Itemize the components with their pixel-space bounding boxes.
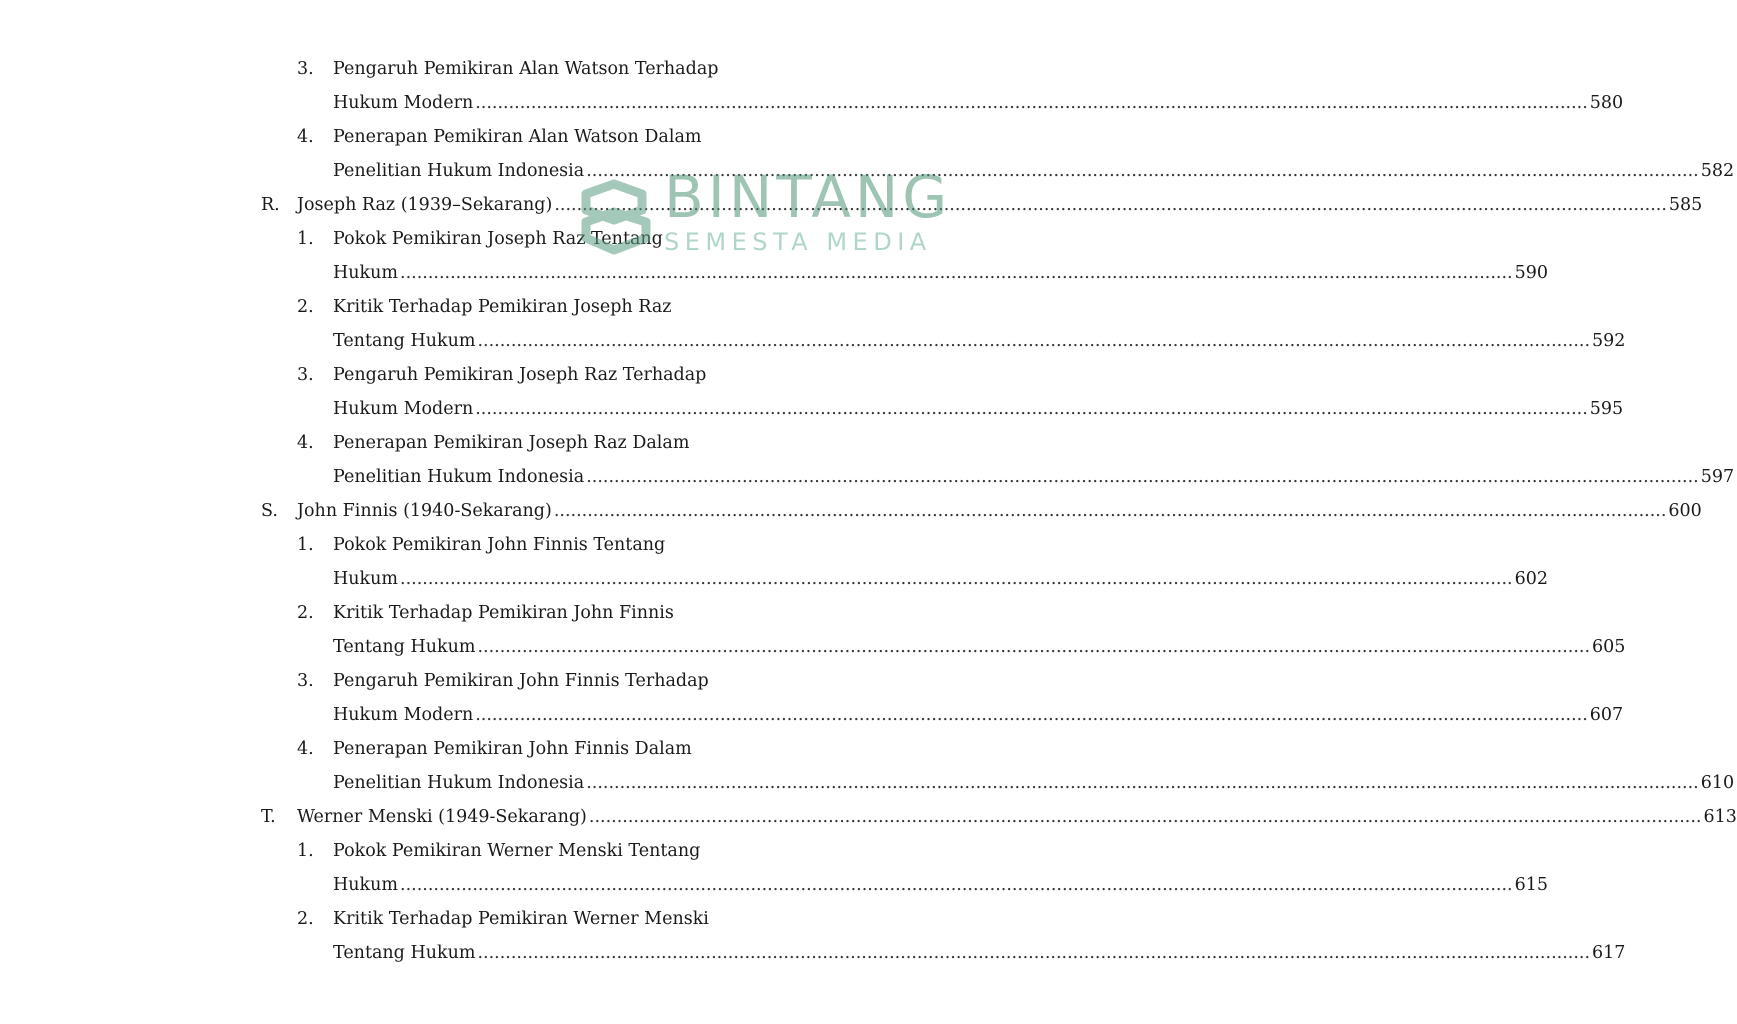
toc-page-number: 602 <box>1514 569 1548 589</box>
toc-entry-title: Penelitian Hukum Indonesia <box>333 467 585 487</box>
toc-item-line <box>0 565 1548 593</box>
toc-entry-marker: 1. <box>297 535 314 555</box>
toc-page-number: 597 <box>1700 467 1735 487</box>
toc-entry-marker: S. <box>261 501 278 521</box>
dot-leader: ........................................................................................................................................................................................................ <box>475 705 1588 725</box>
toc-page-number: 582 <box>1700 161 1735 181</box>
toc-page-number: 607 <box>1589 705 1624 725</box>
toc-entry-title: Tentang Hukum <box>333 331 476 351</box>
toc-entry-marker: T. <box>261 807 276 827</box>
toc-item-line <box>0 89 1624 117</box>
toc-entry-title: Penelitian Hukum Indonesia <box>333 161 585 181</box>
toc-page-number: 617 <box>1592 943 1626 963</box>
toc-item-line <box>0 157 1735 185</box>
dot-leader: ........................................................................................................................................................................................................ <box>400 875 1513 895</box>
toc-entry-title: Pengaruh Pemikiran Alan Watson Terhadap <box>333 59 719 79</box>
dot-leader: ........................................................................................................................................................................................................ <box>400 569 1513 589</box>
toc-entry-title: Kritik Terhadap Pemikiran Joseph Raz <box>333 297 672 317</box>
toc-item-line <box>0 55 1024 83</box>
toc-entry-marker: 3. <box>297 671 314 691</box>
toc-item-line <box>0 531 1024 559</box>
toc-page-number: 613 <box>1703 807 1737 827</box>
toc-entry-marker: 4. <box>297 433 314 453</box>
dot-leader: ........................................................................................................................................................................................................ <box>553 501 1667 521</box>
toc-entry-marker: 2. <box>297 909 314 929</box>
toc-entry-title: Pokok Pemikiran John Finnis Tentang <box>333 535 666 555</box>
toc-entry-title: Hukum <box>333 569 399 589</box>
toc-entry-marker: 2. <box>297 297 314 317</box>
toc-item-line <box>0 701 1624 729</box>
toc-entry-title: Tentang Hukum <box>333 637 476 657</box>
toc-item-line <box>0 769 1735 797</box>
toc-section-line <box>0 191 1703 219</box>
toc-entry-marker: 2. <box>297 603 314 623</box>
toc-entry-title: Pengaruh Pemikiran John Finnis Terhadap <box>333 671 709 691</box>
dot-leader: ........................................................................................................................................................................................................ <box>477 637 1591 657</box>
toc-page-number: 592 <box>1592 331 1626 351</box>
toc-entry-title: Kritik Terhadap Pemikiran John Finnis <box>333 603 674 623</box>
toc-entry-title: Penerapan Pemikiran Joseph Raz Dalam <box>333 433 690 453</box>
toc-entry-title: John Finnis (1940-Sekarang) <box>297 501 552 521</box>
toc-item-line <box>0 463 1735 491</box>
toc-page-number: 605 <box>1592 637 1626 657</box>
toc-item-line <box>0 735 1024 763</box>
toc-entry-title: Hukum Modern <box>333 705 474 725</box>
toc-entry-title: Hukum Modern <box>333 399 474 419</box>
toc-entry-title: Kritik Terhadap Pemikiran Werner Menski <box>333 909 709 929</box>
dot-leader: ........................................................................................................................................................................................................ <box>475 399 1588 419</box>
toc-page-number: 580 <box>1589 93 1624 113</box>
dot-leader: ........................................................................................................................................................................................................ <box>477 331 1591 351</box>
toc-item-line <box>0 429 1024 457</box>
toc-entry-marker: 1. <box>297 841 314 861</box>
toc-item-line <box>0 293 1024 321</box>
toc-entry-title: Hukum <box>333 263 399 283</box>
toc-page-number: 595 <box>1589 399 1624 419</box>
toc-page-number: 585 <box>1668 195 1703 215</box>
toc-entry-marker: 3. <box>297 59 314 79</box>
toc-item-line <box>0 667 1024 695</box>
toc-item-line <box>0 225 1024 256</box>
toc-item-line <box>0 939 1626 967</box>
toc-entry-marker: 3. <box>297 365 314 385</box>
watermark-subtitle: SEMESTA MEDIA <box>664 228 932 256</box>
toc-entry-title: Pokok Pemikiran Joseph Raz Tentang <box>333 229 663 249</box>
toc-page-number: 610 <box>1700 773 1735 793</box>
dot-leader: ........................................................................................................................................................................................................ <box>588 807 1702 827</box>
toc-section-line <box>0 803 1737 831</box>
toc-entry-title: Hukum Modern <box>333 93 474 113</box>
dot-leader: ........................................................................................................................................................................................................ <box>400 263 1513 283</box>
toc-item-line <box>0 905 1024 933</box>
toc-item-line <box>0 599 1024 627</box>
toc-item-line <box>0 633 1626 661</box>
toc-entry-title: Penerapan Pemikiran John Finnis Dalam <box>333 739 692 759</box>
toc-section-line <box>0 497 1702 525</box>
toc-entry-title: Joseph Raz (1939–Sekarang) <box>297 195 553 215</box>
toc-item-line <box>0 871 1548 899</box>
dot-leader: ........................................................................................................................................................................................................ <box>475 93 1588 113</box>
toc-entry-title: Pokok Pemikiran Werner Menski Tentang <box>333 841 701 861</box>
toc-entry-title: Werner Menski (1949-Sekarang) <box>297 807 587 827</box>
toc-item-line <box>0 123 1024 151</box>
toc-entry-marker: 1. <box>297 229 314 249</box>
watermark-brand: BINTANG <box>664 163 952 231</box>
toc-item-line <box>0 259 1548 287</box>
toc-entry-marker: 4. <box>297 739 314 759</box>
toc-item-line <box>0 395 1624 423</box>
dot-leader: ........................................................................................................................................................................................................ <box>586 773 1699 793</box>
toc-entry-marker: 4. <box>297 127 314 147</box>
toc-page-number: 590 <box>1514 263 1548 283</box>
dot-leader: ........................................................................................................................................................................................................ <box>554 195 1667 215</box>
dot-leader: ........................................................................................................................................................................................................ <box>477 943 1591 963</box>
toc-page-number: 600 <box>1668 501 1702 521</box>
toc-entry-marker: R. <box>261 195 280 215</box>
dot-leader: ........................................................................................................................................................................................................ <box>586 161 1699 181</box>
toc-entry-title: Penelitian Hukum Indonesia <box>333 773 585 793</box>
toc-entry-title: Hukum <box>333 875 399 895</box>
toc-entry-title: Tentang Hukum <box>333 943 476 963</box>
toc-item-line <box>0 327 1626 355</box>
toc-item-line <box>0 361 1024 389</box>
dot-leader: ........................................................................................................................................................................................................ <box>586 467 1699 487</box>
toc-item-line <box>0 837 1024 865</box>
toc-page-number: 615 <box>1514 875 1548 895</box>
toc-entry-title: Penerapan Pemikiran Alan Watson Dalam <box>333 127 702 147</box>
toc-entry-title: Pengaruh Pemikiran Joseph Raz Terhadap <box>333 365 707 385</box>
